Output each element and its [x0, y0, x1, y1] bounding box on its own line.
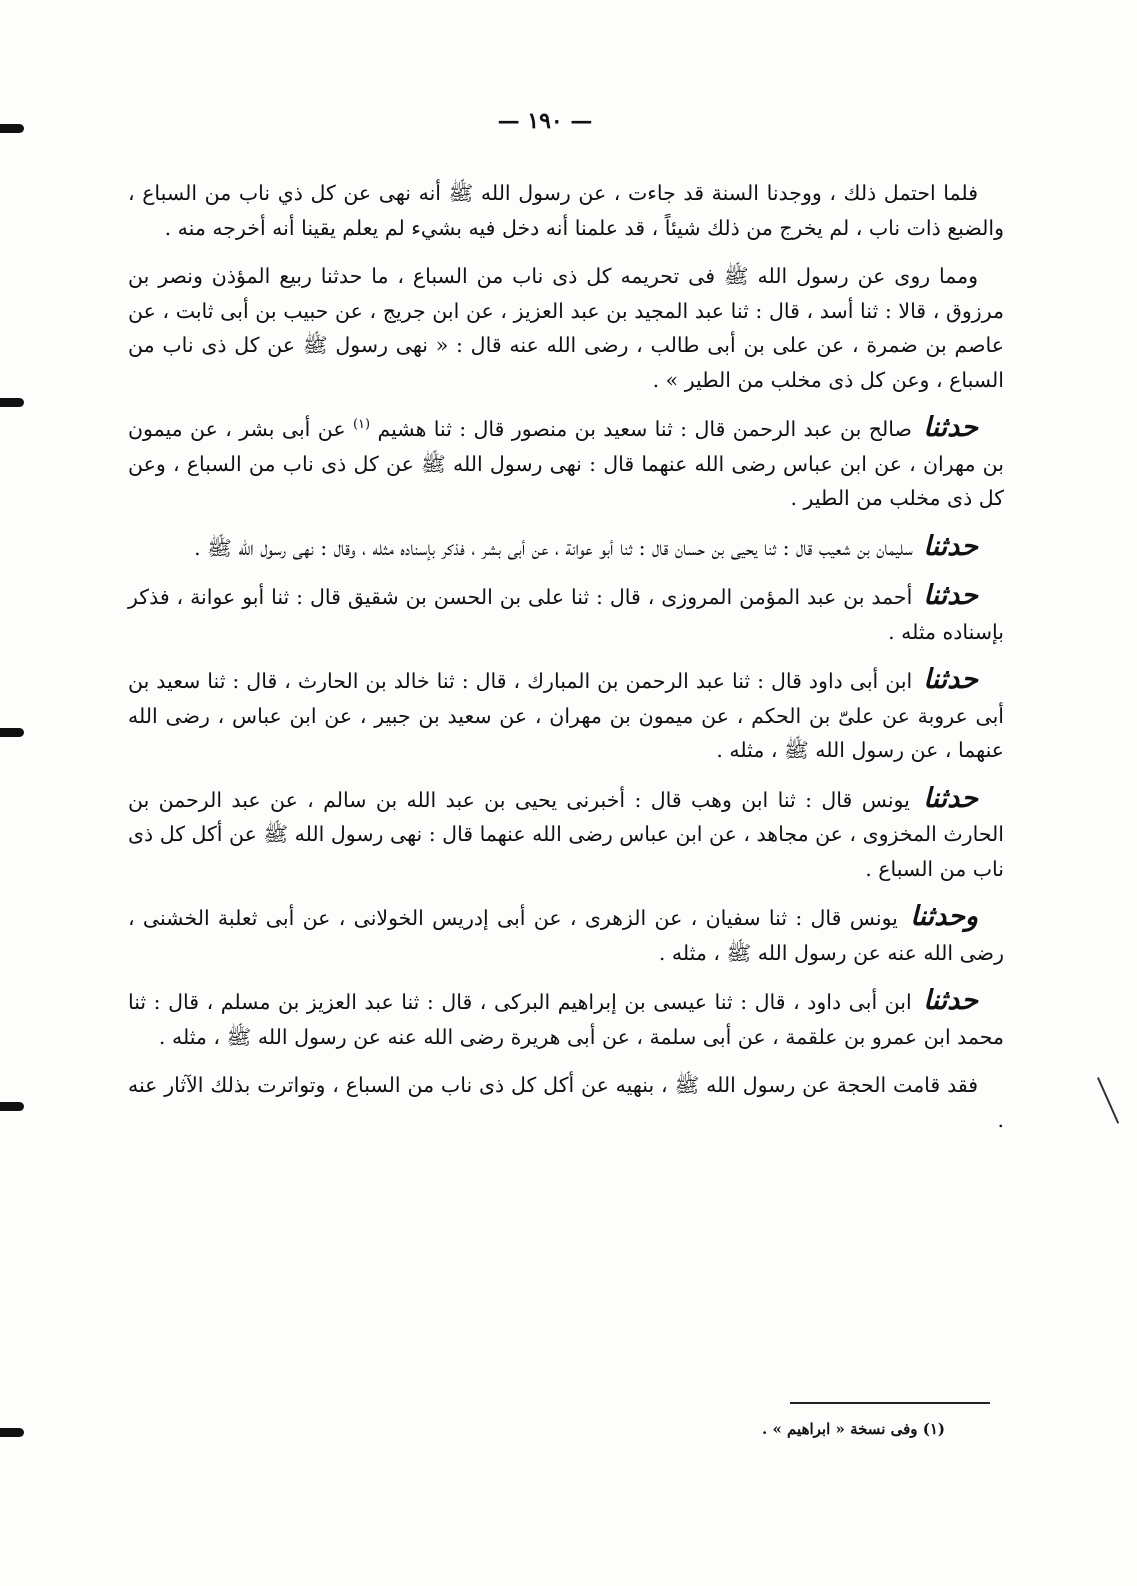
paragraph-lead: حدثنا: [923, 985, 978, 1016]
paragraph-text-before-note: صالح بن عبد الرحمن قال : ثنا سعيد بن منصور قال : ثنا هشيم: [377, 417, 912, 441]
paragraph-3: [128, 411, 1004, 516]
paragraph-8: [128, 900, 1004, 970]
scan-edge-mark: [0, 124, 24, 133]
paragraph-5: [128, 579, 1004, 649]
paragraph-1: [128, 176, 1004, 245]
page-number: — ١٩٠ —: [497, 108, 593, 134]
paragraph-9: [128, 984, 1004, 1054]
scan-edge-mark: [0, 398, 24, 407]
paragraph-text: يونس قال : ثنا سفيان ، عن الزهرى ، عن أبى إدريس الخولانى ، عن أبى ثعلبة الخشنى ، رضى الله عنه عن رسول الله ﷺ ، مثله .: [128, 906, 1004, 965]
main-text: [128, 176, 1004, 1151]
paragraph-lead: حدثنا: [923, 530, 978, 562]
paragraph-lead: وحدثنا: [910, 901, 978, 932]
scan-edge-mark: [0, 728, 24, 737]
scan-edge-mark: [0, 1428, 24, 1437]
paragraph-lead: حدثنا: [923, 412, 978, 443]
paragraph-text: عن أبى بشر ، عن ميمون بن مهران ، عن ابن عباس رضى الله عنهما قال : نهى رسول الله ﷺ عن كل ذى ناب من السباع ، وعن كل ذى مخلب من الطير .: [128, 417, 1004, 510]
paragraph-text: فقد قامت الحجة عن رسول الله ﷺ ، بنهيه عن أكل كل ذى ناب من السباع ، وتواترت بذلك الآثار عنه .: [128, 1073, 1004, 1132]
paragraph-text: فلما احتمل ذلك ، ووجدنا السنة قد جاءت ، عن رسول الله ﷺ أنه نهى عن كل ذي ناب من السباع ، والضبع ذات ناب ، لم يخرج من ذلك شيئاً ، قد علمنا أنه دخل فيه بشيء لم يعلم يقينا أنه أخرجه منه .: [128, 181, 1004, 240]
scan-stray-mark: [1097, 1077, 1119, 1123]
paragraph-7: [128, 782, 1004, 887]
paragraph-10: [128, 1068, 1004, 1137]
footnote-divider: [790, 1402, 990, 1404]
paragraph-lead: حدثنا: [923, 580, 978, 611]
paragraph-text: يونس قال : ثنا ابن وهب قال : أخبرنى يحيى بن عبد الله بن سالم ، عن عبد الرحمن بن الحارث المخزوى ، عن مجاهد ، عن ابن عباس رضى الله عنهما قال : نهى رسول الله ﷺ عن أكل كل ذى ناب من السباع .: [128, 787, 1004, 881]
paragraph-2: [128, 259, 1004, 397]
paragraph-4: [128, 530, 1004, 566]
paragraph-text: أحمد بن عبد المؤمن المروزى ، قال : ثنا على بن الحسن بن شقيق قال : ثنا أبو عوانة ، فذكر بإسناده مثله .: [128, 585, 1004, 644]
paragraph-text: ابن أبى داود ، قال : ثنا عيسى بن إبراهيم البركى ، قال : ثنا عبد العزيز بن مسلم ، قال : ثنا محمد ابن عمرو بن علقمة ، عن أبى سلمة ، عن أبى هريرة رضى الله عنه عن رسول الله ﷺ ، مثله .: [128, 990, 1004, 1049]
paragraph-lead: حدثنا: [923, 782, 978, 814]
paragraph-6: [128, 663, 1004, 768]
footnote-reference[interactable]: (١): [352, 417, 371, 433]
paragraph-lead: حدثنا: [923, 664, 978, 695]
paragraph-text: سليمان بن شعيب قال : ثنا يحيى بن حسان قال : ثنا أبو عوانة ، عن أبى بشر ، فذكر بإسناده مثله ، وقال : نهى رسول الله ﷺ .: [194, 535, 913, 560]
footnote: (١) وفى نسخة « ابراهيم » .: [762, 1420, 945, 1438]
scan-edge-mark: [0, 1102, 24, 1111]
paragraph-text: ابن أبى داود قال : ثنا عبد الرحمن بن المبارك ، قال : ثنا خالد بن الحارث ، قال : ثنا سعيد بن أبى عروبة عن علىّ بن الحكم ، عن ميمون بن مهران ، عن سعيد بن جبير ، عن ابن عباس ، رضى الله عنهما ، عن رسول الله ﷺ ، مثله .: [128, 669, 1004, 762]
paragraph-text: ومما روى عن رسول الله ﷺ فى تحريمه كل ذى ناب من السباع ، ما حدثنا ربيع المؤذن ونصر بن مرزوق ، قالا : ثنا أسد ، قال : ثنا عبد المجيد بن عبد العزيز ، عن ابن جريج ، عن حبيب بن أبى ثابت ، عن عاصم بن ضمرة ، عن على بن أبى طالب ، رضى الله عنه قال : « نهى رسول ﷺ عن كل ذى ناب من السباع ، وعن كل ذى مخلب من الطير » .: [128, 264, 1004, 392]
